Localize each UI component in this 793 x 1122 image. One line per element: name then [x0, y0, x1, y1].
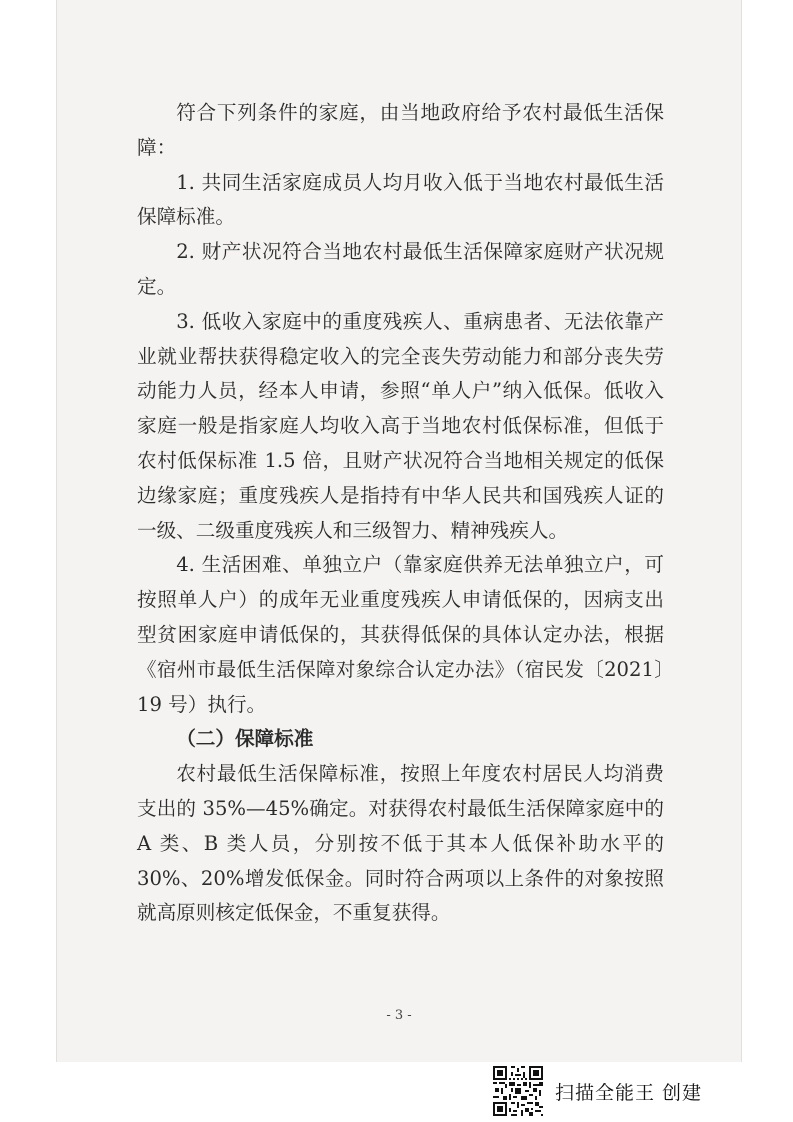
section-heading: （二）保障标准	[176, 727, 314, 751]
document-body	[137, 96, 664, 931]
intro-paragraph: 符合下列条件的家庭，由当地政府给予农村最低生活保障：	[137, 101, 664, 159]
scanner-watermark	[493, 1066, 702, 1116]
scanner-app-label: 扫描全能王 创建	[555, 1081, 703, 1104]
condition-item-3: 3. 低收入家庭中的重度残疾人、重病患者、无法依靠产业就业帮扶获得稳定收入的完全丧失劳动能力和部分丧失劳动能力人员，经本人申请，参照“单人户”纳入低保。低收入家庭一般是指家庭人均收入高于当地农村低保标准，但低于农村低保标准 1.5 倍，且财产状况符合当地相关规定的低保边缘家庭；重度残疾人是指持有中华人民共和国残疾人证的一级、二级重度残疾人和三级智力、精神残疾人。	[137, 309, 664, 542]
condition-item-4: 4. 生活困难、单独立户（靠家庭供养无法单独立户，可按照单人户）的成年无业重度残疾人申请低保的，因病支出型贫困家庭申请低保的，其获得低保的具体认定办法，根据《宿州市最低生活保障对象综合认定办法》（宿民发〔2021〕19 号）执行。	[137, 553, 664, 716]
page-number: - 3 -	[386, 1008, 412, 1023]
condition-item-1: 1. 共同生活家庭成员人均月收入低于当地农村最低生活保障标准。	[137, 170, 664, 229]
qr-code-icon	[493, 1066, 543, 1116]
standard-paragraph: 农村最低生活保障标准，按照上年度农村居民人均消费支出的 35%—45%确定。对获得农村最低生活保障家庭中的 A 类、B 类人员，分别按不低于其本人低保补助水平的 30%、20%增发低保金。同时符合两项以上条件的对象按照就高原则核定低保金，不重复获得。	[137, 762, 664, 925]
scanned-page	[56, 0, 742, 1062]
condition-item-2: 2. 财产状况符合当地农村最低生活保障家庭财产状况规定。	[137, 240, 664, 298]
